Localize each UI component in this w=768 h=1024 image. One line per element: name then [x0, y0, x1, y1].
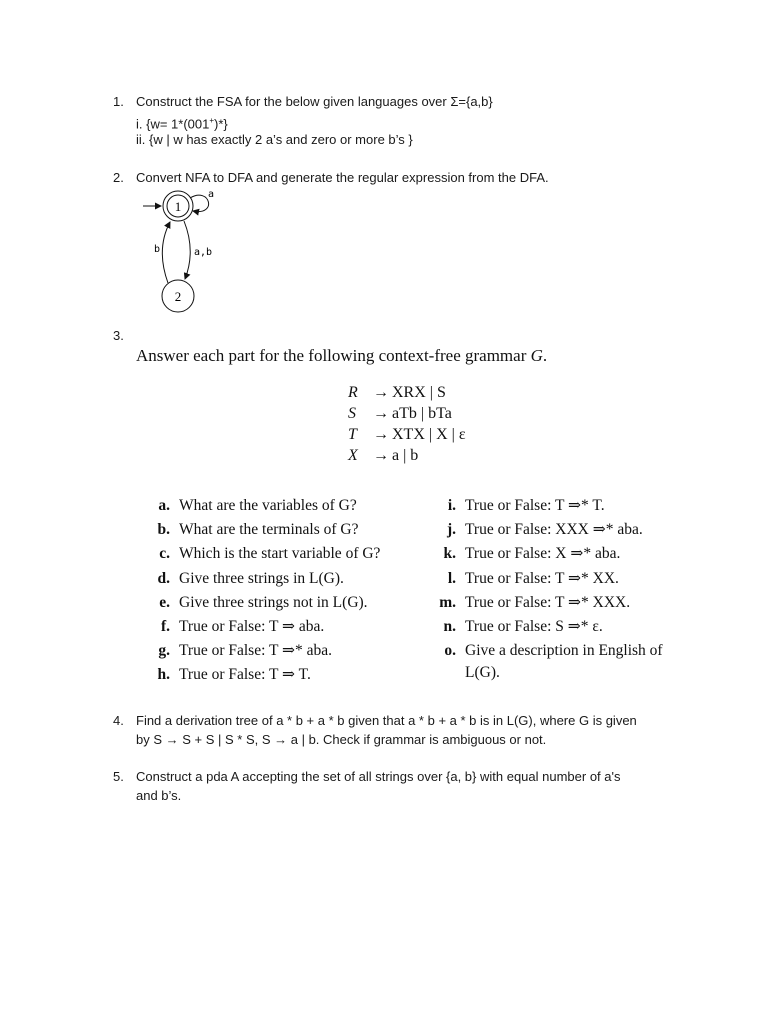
part-l: l. True or False: T ⇒* XX. [447, 570, 619, 587]
part-e: e. Give three strings not in L(G). [159, 594, 368, 611]
part-g: g. True or False: T ⇒* aba. [158, 642, 333, 659]
edge-2-to-1 [162, 222, 170, 283]
edge-1-to-2 [184, 221, 190, 279]
question-4-line-1: Find a derivation tree of a * b + a * b given that a * b + a * b is in L(G), where G is given [136, 713, 637, 728]
nfa-diagram [130, 186, 240, 321]
question-1-part-ii: ii. {w | w has exactly 2 a’s and zero or more b’s } [136, 132, 413, 147]
part-n: n. True or False: S ⇒* ε. [443, 618, 603, 635]
state-2-label: 2 [174, 289, 182, 304]
question-3-number: 3. [113, 328, 124, 343]
part-b: b. What are the terminals of G? [157, 521, 359, 538]
question-3-heading: Answer each part for the following context-free grammar G. [136, 346, 548, 365]
question-2-number: 2. [113, 170, 124, 185]
question-5-number: 5. [113, 769, 124, 784]
part-h: h. True or False: T ⇒ T. [157, 666, 311, 683]
part-o: o. Give a description in English of [444, 642, 663, 659]
part-f: f. True or False: T ⇒ aba. [160, 618, 325, 635]
question-1-number: 1. [113, 94, 124, 109]
part-o-continued: L(G). [465, 664, 500, 681]
part-d: d. Give three strings in L(G). [157, 570, 344, 587]
question-1-part-i: i. {w= 1*(001+)*} [136, 116, 228, 132]
part-i: i. True or False: T ⇒* T. [447, 497, 605, 514]
state-1-label: 1 [174, 199, 182, 214]
grammar-rules [348, 382, 466, 466]
part-m: m. True or False: T ⇒* XXX. [439, 594, 631, 611]
edge-2-to-1-label: b [154, 244, 161, 255]
question-5-line-1: Construct a pda A accepting the set of all strings over {a, b} with equal number of a's [136, 769, 621, 784]
edge-1-to-2-label: a,b [194, 247, 213, 258]
part-a: a. What are the variables of G? [158, 497, 357, 514]
part-k: k. True or False: X ⇒* aba. [443, 545, 621, 562]
question-4-number: 4. [113, 713, 124, 728]
question-4-line-2: by S → S + S | S * S, S → a | b. Check if grammar is ambiguous or not. [136, 732, 547, 747]
question-5-line-2: and b’s. [136, 788, 182, 803]
part-j: j. True or False: XXX ⇒* aba. [446, 521, 643, 538]
part-c: c. Which is the start variable of G? [159, 545, 381, 562]
grammar-rule: X → a | b [348, 447, 419, 464]
grammar-rule: T → XTX | X | ε [348, 426, 466, 443]
grammar-rule: R → XRX | S [348, 384, 446, 401]
self-loop-label: a [208, 189, 215, 200]
grammar-rule: S → aTb | bTa [348, 405, 452, 422]
question-1-text: Construct the FSA for the below given languages over Σ={a,b} [136, 94, 493, 109]
question-2-text: Convert NFA to DFA and generate the regular expression from the DFA. [136, 170, 549, 185]
